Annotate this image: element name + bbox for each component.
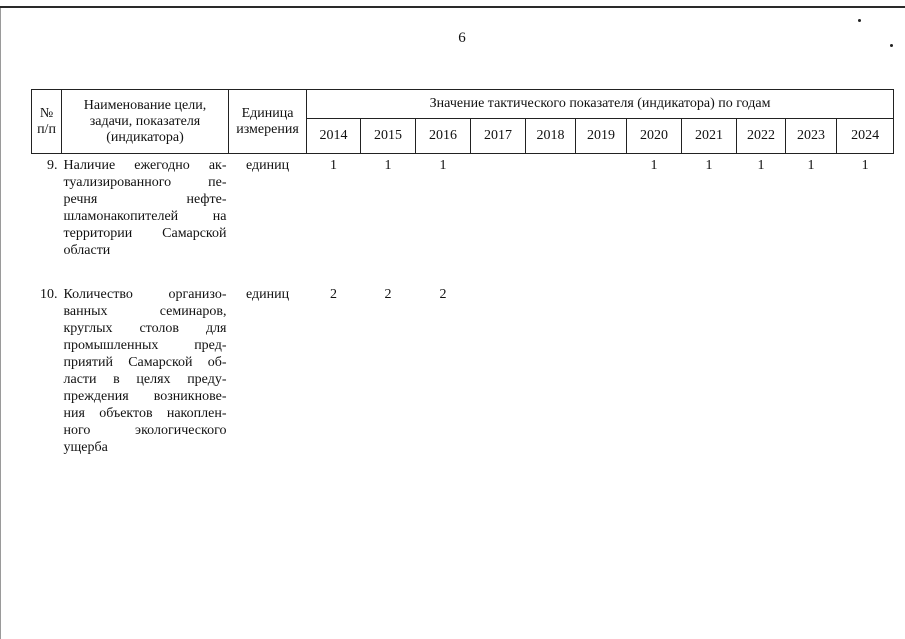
header-year: 2023 <box>786 119 837 154</box>
indicator-name-line: ванных семинаров, <box>63 304 227 319</box>
value-cell: 1 <box>705 158 713 173</box>
table-row <box>32 154 894 285</box>
indicator-name-line: шламонакопителей на <box>63 209 227 224</box>
indicator-name-line: Количество организо- <box>63 287 227 302</box>
indicator-name <box>62 154 229 285</box>
header-year: 2017 <box>471 119 526 154</box>
value-cell: 1 <box>861 158 869 173</box>
header-number-line: № <box>39 105 54 121</box>
header-year: 2019 <box>576 119 627 154</box>
header-name <box>62 90 229 154</box>
row-number: 10. <box>40 287 58 302</box>
value-cell: 1 <box>650 158 658 173</box>
value-cell <box>526 284 576 456</box>
header-unit <box>229 90 307 154</box>
indicator-name <box>62 284 229 456</box>
header-year: 2022 <box>737 119 786 154</box>
indicator-name-line: ного экологического <box>63 423 227 438</box>
value-cell <box>576 154 627 285</box>
header-number <box>32 90 62 154</box>
indicator-name-line: территории Самарской <box>63 226 227 241</box>
value-cell <box>576 284 627 456</box>
value-cell <box>471 284 526 456</box>
unit-cell: единиц <box>245 287 290 302</box>
value-cell <box>627 284 682 456</box>
value-cell <box>737 284 786 456</box>
unit-cell: единиц <box>245 158 290 173</box>
indicator-name-line: ущерба <box>63 440 108 455</box>
indicator-name-line: Наличие ежегодно ак- <box>63 158 227 173</box>
indicator-name-line: круглых столов для <box>63 321 227 336</box>
indicator-name-line: приятий Самарской об- <box>63 355 227 370</box>
indicator-name-line: области <box>63 243 111 258</box>
value-cell: 2 <box>330 287 337 302</box>
header-year: 2016 <box>416 119 471 154</box>
header-unit-line: измерения <box>236 121 299 137</box>
value-cell <box>786 284 837 456</box>
header-year: 2024 <box>837 119 894 154</box>
value-cell <box>837 284 894 456</box>
scan-speck <box>858 19 861 22</box>
indicator-name-line: речня нефте- <box>63 192 227 207</box>
value-cell <box>471 154 526 285</box>
indicator-name-line: ласти в целях преду- <box>63 372 227 387</box>
page-number: 6 <box>458 30 466 46</box>
value-cell: 2 <box>384 287 392 302</box>
indicator-name-line: преждения возникнове- <box>63 389 227 404</box>
value-cell: 1 <box>439 158 447 173</box>
header-year: 2015 <box>361 119 416 154</box>
header-unit-line: Единица <box>241 105 294 121</box>
value-cell: 1 <box>807 158 815 173</box>
header-year: 2021 <box>682 119 737 154</box>
indicator-table <box>31 89 894 456</box>
header-year: 2018 <box>526 119 576 154</box>
header-number-line: п/п <box>37 121 56 137</box>
header-year: 2014 <box>307 119 361 154</box>
header-name-line: задачи, показателя <box>89 113 201 129</box>
value-cell <box>682 284 737 456</box>
value-cell: 2 <box>439 287 447 302</box>
scan-left-edge <box>0 8 1 639</box>
value-cell: 1 <box>330 158 337 173</box>
header-values-group: Значение тактического показателя (индикатора) по годам <box>307 90 894 119</box>
indicator-name-line: ния объектов накоплен- <box>63 406 227 421</box>
table-row <box>32 284 894 456</box>
scan-speck <box>890 44 893 47</box>
scan-top-border <box>0 6 905 8</box>
header-name-line: (индикатора) <box>106 129 184 145</box>
value-cell: 1 <box>757 158 765 173</box>
header-year: 2020 <box>627 119 682 154</box>
row-number: 9. <box>47 158 58 173</box>
header-name-line: Наименование цели, <box>83 97 207 113</box>
indicator-name-line: промышленных пред- <box>63 338 227 353</box>
value-cell <box>526 154 576 285</box>
indicator-name-line: туализированного пе- <box>63 175 227 190</box>
value-cell: 1 <box>384 158 392 173</box>
